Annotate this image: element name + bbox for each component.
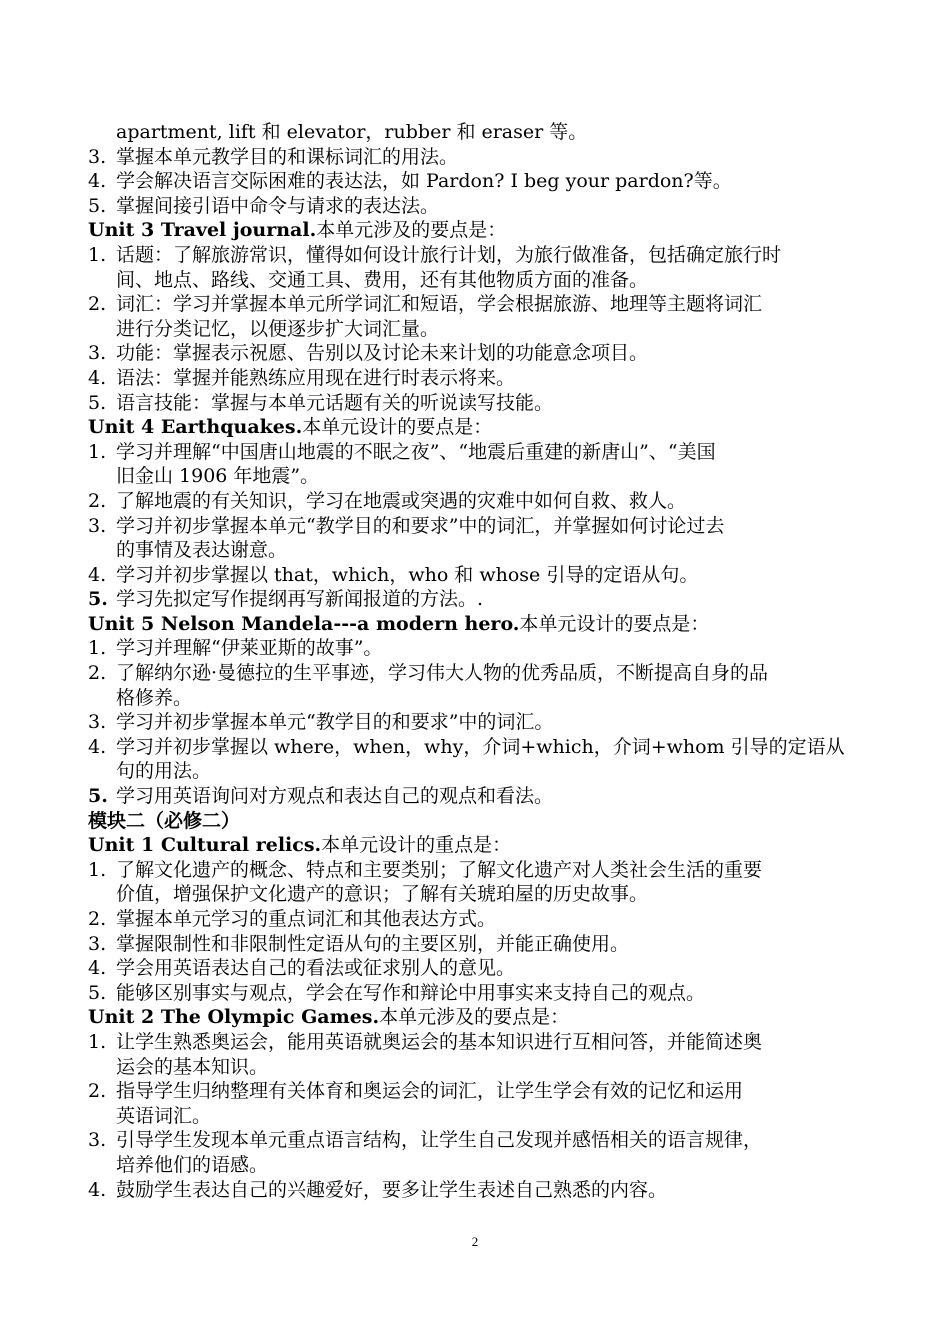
list-item-line: 旧金山 1906 年地震”。 xyxy=(116,465,320,488)
intro-line: apartment, lift 和 elevator，rubber 和 eraser 等。 xyxy=(116,121,588,143)
section-heading xyxy=(88,1005,868,1030)
list-item-line: 掌握间接引语中命令与请求的表达法。 xyxy=(116,194,440,217)
list-item-line: 词汇：学习并掌握本单元所学词汇和短语，学会根据旅游、地理等主题将词汇 xyxy=(116,293,763,316)
page-number: 2 xyxy=(471,1234,479,1249)
list-item-line: 学会解决语言交际困难的表达法，如 Pardon? I beg your pardon?等。 xyxy=(116,170,732,193)
list-item xyxy=(88,440,868,489)
list-item-line: 运会的基本知识。 xyxy=(116,1055,269,1078)
list-item-text xyxy=(116,366,868,391)
list-item-text xyxy=(116,514,868,563)
list-item-number: 3. xyxy=(88,932,107,955)
list-item-number: 2. xyxy=(88,1080,107,1103)
list-item-line: 句的用法。 xyxy=(116,760,212,783)
list-item-text xyxy=(116,710,868,735)
list-item-text xyxy=(116,858,868,907)
list-item-number: 4. xyxy=(88,957,107,980)
list-item-number: 4. xyxy=(88,563,107,586)
list-item-line: 学习用英语询问对方观点和表达自己的观点和看法。 xyxy=(116,785,554,808)
list-item-text xyxy=(116,292,868,341)
list-item-line: 的事情及表达谢意。 xyxy=(116,539,288,562)
list-item-number: 4. xyxy=(88,1178,107,1201)
section-heading-title: Unit 5 Nelson Mandela---a modern hero. xyxy=(88,612,520,635)
list-item xyxy=(88,1030,868,1079)
list-item-line: 进行分类记忆，以便逐步扩大词汇量。 xyxy=(116,317,440,340)
list-item xyxy=(88,514,868,563)
list-item xyxy=(88,981,868,1006)
list-item-line: 学习并理解“中国唐山地震的不眠之夜”、“地震后重建的新唐山”、“美国 xyxy=(116,440,716,463)
section-heading-title: Unit 4 Earthquakes. xyxy=(88,416,303,439)
list-item-number: 4. xyxy=(88,170,107,193)
list-item-text xyxy=(116,1178,868,1203)
list-item-text xyxy=(116,636,868,661)
list-item-line: 让学生熟悉奥运会，能用英语就奥运会的基本知识进行互相问答，并能简述奥 xyxy=(116,1030,763,1053)
section-heading-title: 模块二（必修二） xyxy=(88,809,241,832)
list-item-number: 1. xyxy=(88,440,107,463)
list-item-number: 5. xyxy=(88,391,107,414)
section-heading xyxy=(88,612,868,637)
list-item-number: 5. xyxy=(88,194,107,217)
list-item-line: 学习并初步掌握本单元“教学目的和要求”中的词汇，并掌握如何讨论过去 xyxy=(116,514,725,537)
list-item-number: 2. xyxy=(88,662,107,685)
list-item-line: 语法：掌握并能熟练应用现在进行时表示将来。 xyxy=(116,366,516,389)
list-item-number: 1. xyxy=(88,1030,107,1053)
section-heading-intro: 本单元设计的要点是： xyxy=(302,416,493,439)
list-item xyxy=(88,341,868,366)
section-heading-intro: 本单元设计的重点是： xyxy=(321,834,512,857)
list-item xyxy=(88,710,868,735)
list-item-line: 鼓励学生表达自己的兴趣爱好，要多让学生表述自己熟悉的内容。 xyxy=(116,1178,668,1201)
list-item-text xyxy=(116,587,868,612)
list-item-text xyxy=(116,735,868,784)
list-item-text xyxy=(116,1030,868,1079)
list-item-line: 格修养。 xyxy=(116,686,193,709)
list-item-number: 3. xyxy=(88,711,107,734)
list-item-number: 2. xyxy=(88,293,107,316)
list-item-line: 掌握限制性和非限制性定语从句的主要区别，并能正确使用。 xyxy=(116,932,630,955)
list-item-text xyxy=(116,1079,868,1128)
list-item-text xyxy=(116,563,868,588)
list-item-text xyxy=(116,391,868,416)
list-item-number: 3. xyxy=(88,145,107,168)
list-item xyxy=(88,145,868,170)
list-item-line: 学习并初步掌握本单元“教学目的和要求”中的词汇。 xyxy=(116,711,554,734)
list-item-text xyxy=(116,145,868,170)
list-item-number: 2. xyxy=(88,908,107,930)
list-item-text xyxy=(116,341,868,366)
list-item-number: 3. xyxy=(88,1129,107,1152)
list-item-line: 学习并初步掌握以 that，which，who 和 whose 引导的定语从句。 xyxy=(116,563,699,586)
section-heading xyxy=(88,809,868,834)
list-item-text xyxy=(116,169,868,194)
list-item-text xyxy=(116,907,868,932)
list-item xyxy=(88,366,868,391)
list-item-line: 了解纳尔逊·曼德拉的生平事迹，学习伟大人物的优秀品质，不断提高自身的品 xyxy=(116,662,769,685)
section-heading xyxy=(88,218,868,243)
list-item-number: 5. xyxy=(88,981,107,1004)
list-item xyxy=(88,1079,868,1128)
list-item-line: 了解文化遗产的概念、特点和主要类别；了解文化遗产对人类社会生活的重要 xyxy=(116,858,763,881)
list-item-number: 5. xyxy=(88,785,108,808)
list-item-text xyxy=(116,784,868,809)
list-item-line: 学会用英语表达自己的看法或征求别人的意见。 xyxy=(116,957,516,980)
list-item-text xyxy=(116,194,868,219)
list-item-line: 培养他们的语感。 xyxy=(116,1153,269,1176)
list-item-line: 语言技能：掌握与本单元话题有关的听说读写技能。 xyxy=(116,391,554,414)
section-heading xyxy=(88,415,868,440)
list-item xyxy=(88,194,868,219)
list-item-text xyxy=(116,661,868,710)
list-item-line: 学习并理解“伊莱亚斯的故事”。 xyxy=(116,637,383,660)
list-item xyxy=(88,1128,868,1177)
document-body xyxy=(88,120,868,1202)
list-item-line: 了解地震的有关知识，学习在地震或突遇的灾难中如何自救、救人。 xyxy=(116,489,687,512)
list-item-text xyxy=(116,981,868,1006)
list-item-number: 1. xyxy=(88,637,107,660)
list-item-line: 引导学生发现本单元重点语言结构，让学生自己发现并感悟相关的语言规律， xyxy=(116,1129,763,1152)
list-item-number: 5. xyxy=(88,588,108,611)
list-item-number: 3. xyxy=(88,514,107,537)
list-item xyxy=(88,735,868,784)
list-item-text xyxy=(116,1128,868,1177)
list-item-number: 3. xyxy=(88,342,107,365)
list-item xyxy=(88,907,868,932)
list-item xyxy=(88,932,868,957)
section-heading-title: Unit 2 The Olympic Games. xyxy=(88,1006,380,1029)
list-item-line: 能够区别事实与观点，学会在写作和辩论中用事实来支持自己的观点。 xyxy=(116,981,706,1004)
list-item xyxy=(88,391,868,416)
list-item-line: 话题：了解旅游常识，懂得如何设计旅行计划，为旅行做准备，包括确定旅行时 xyxy=(116,243,782,266)
list-item-line: 学习并初步掌握以 where，when，why，介词+which，介词+whom 引导的定语从 xyxy=(116,735,845,758)
list-item-line: 功能：掌握表示祝愿、告别以及讨论未来计划的功能意念项目。 xyxy=(116,342,649,365)
section-heading-intro: 本单元涉及的要点是： xyxy=(316,219,507,242)
list-item xyxy=(88,292,868,341)
section-heading-title: Unit 3 Travel journal. xyxy=(88,219,317,242)
list-item-text xyxy=(116,489,868,514)
list-item-line: 掌握本单元教学目的和课标词汇的用法。 xyxy=(116,145,459,168)
list-item-line: 间、地点、路线、交通工具、费用，还有其他物质方面的准备。 xyxy=(116,268,649,291)
section-heading-title: Unit 1 Cultural relics. xyxy=(88,834,322,857)
list-item-line: 学习先拟定写作提纲再写新闻报道的方法。. xyxy=(116,588,484,611)
list-item xyxy=(88,956,868,981)
list-item-number: 1. xyxy=(88,243,107,266)
list-item-text xyxy=(116,956,868,981)
list-item xyxy=(88,169,868,194)
list-item-line: 指导学生归纳整理有关体育和奥运会的词汇，让学生学会有效的记忆和运用 xyxy=(116,1080,744,1103)
list-item-line: 价值，增强保护文化遗产的意识；了解有关琥珀屋的历史故事。 xyxy=(116,883,649,906)
section-heading xyxy=(88,833,868,858)
list-item xyxy=(88,784,868,809)
content-blocks xyxy=(88,145,868,1203)
list-item-text xyxy=(116,243,868,292)
list-item-line: 掌握本单元学习的重点词汇和其他表达方式。 xyxy=(116,908,497,930)
list-item xyxy=(88,587,868,612)
list-item-number: 4. xyxy=(88,735,107,758)
list-item-number: 2. xyxy=(88,489,107,512)
list-item xyxy=(88,243,868,292)
section-heading-intro: 本单元涉及的要点是： xyxy=(379,1006,570,1029)
list-item-text xyxy=(116,932,868,957)
list-item xyxy=(88,1178,868,1203)
list-item-number: 4. xyxy=(88,366,107,389)
list-item xyxy=(88,636,868,661)
list-item xyxy=(88,563,868,588)
list-item-line: 英语词汇。 xyxy=(116,1104,212,1127)
list-item xyxy=(88,661,868,710)
list-item xyxy=(88,489,868,514)
section-heading-intro: 本单元设计的要点是： xyxy=(519,612,710,635)
list-item-number: 1. xyxy=(88,858,107,881)
list-item xyxy=(88,858,868,907)
list-item-text xyxy=(116,440,868,489)
